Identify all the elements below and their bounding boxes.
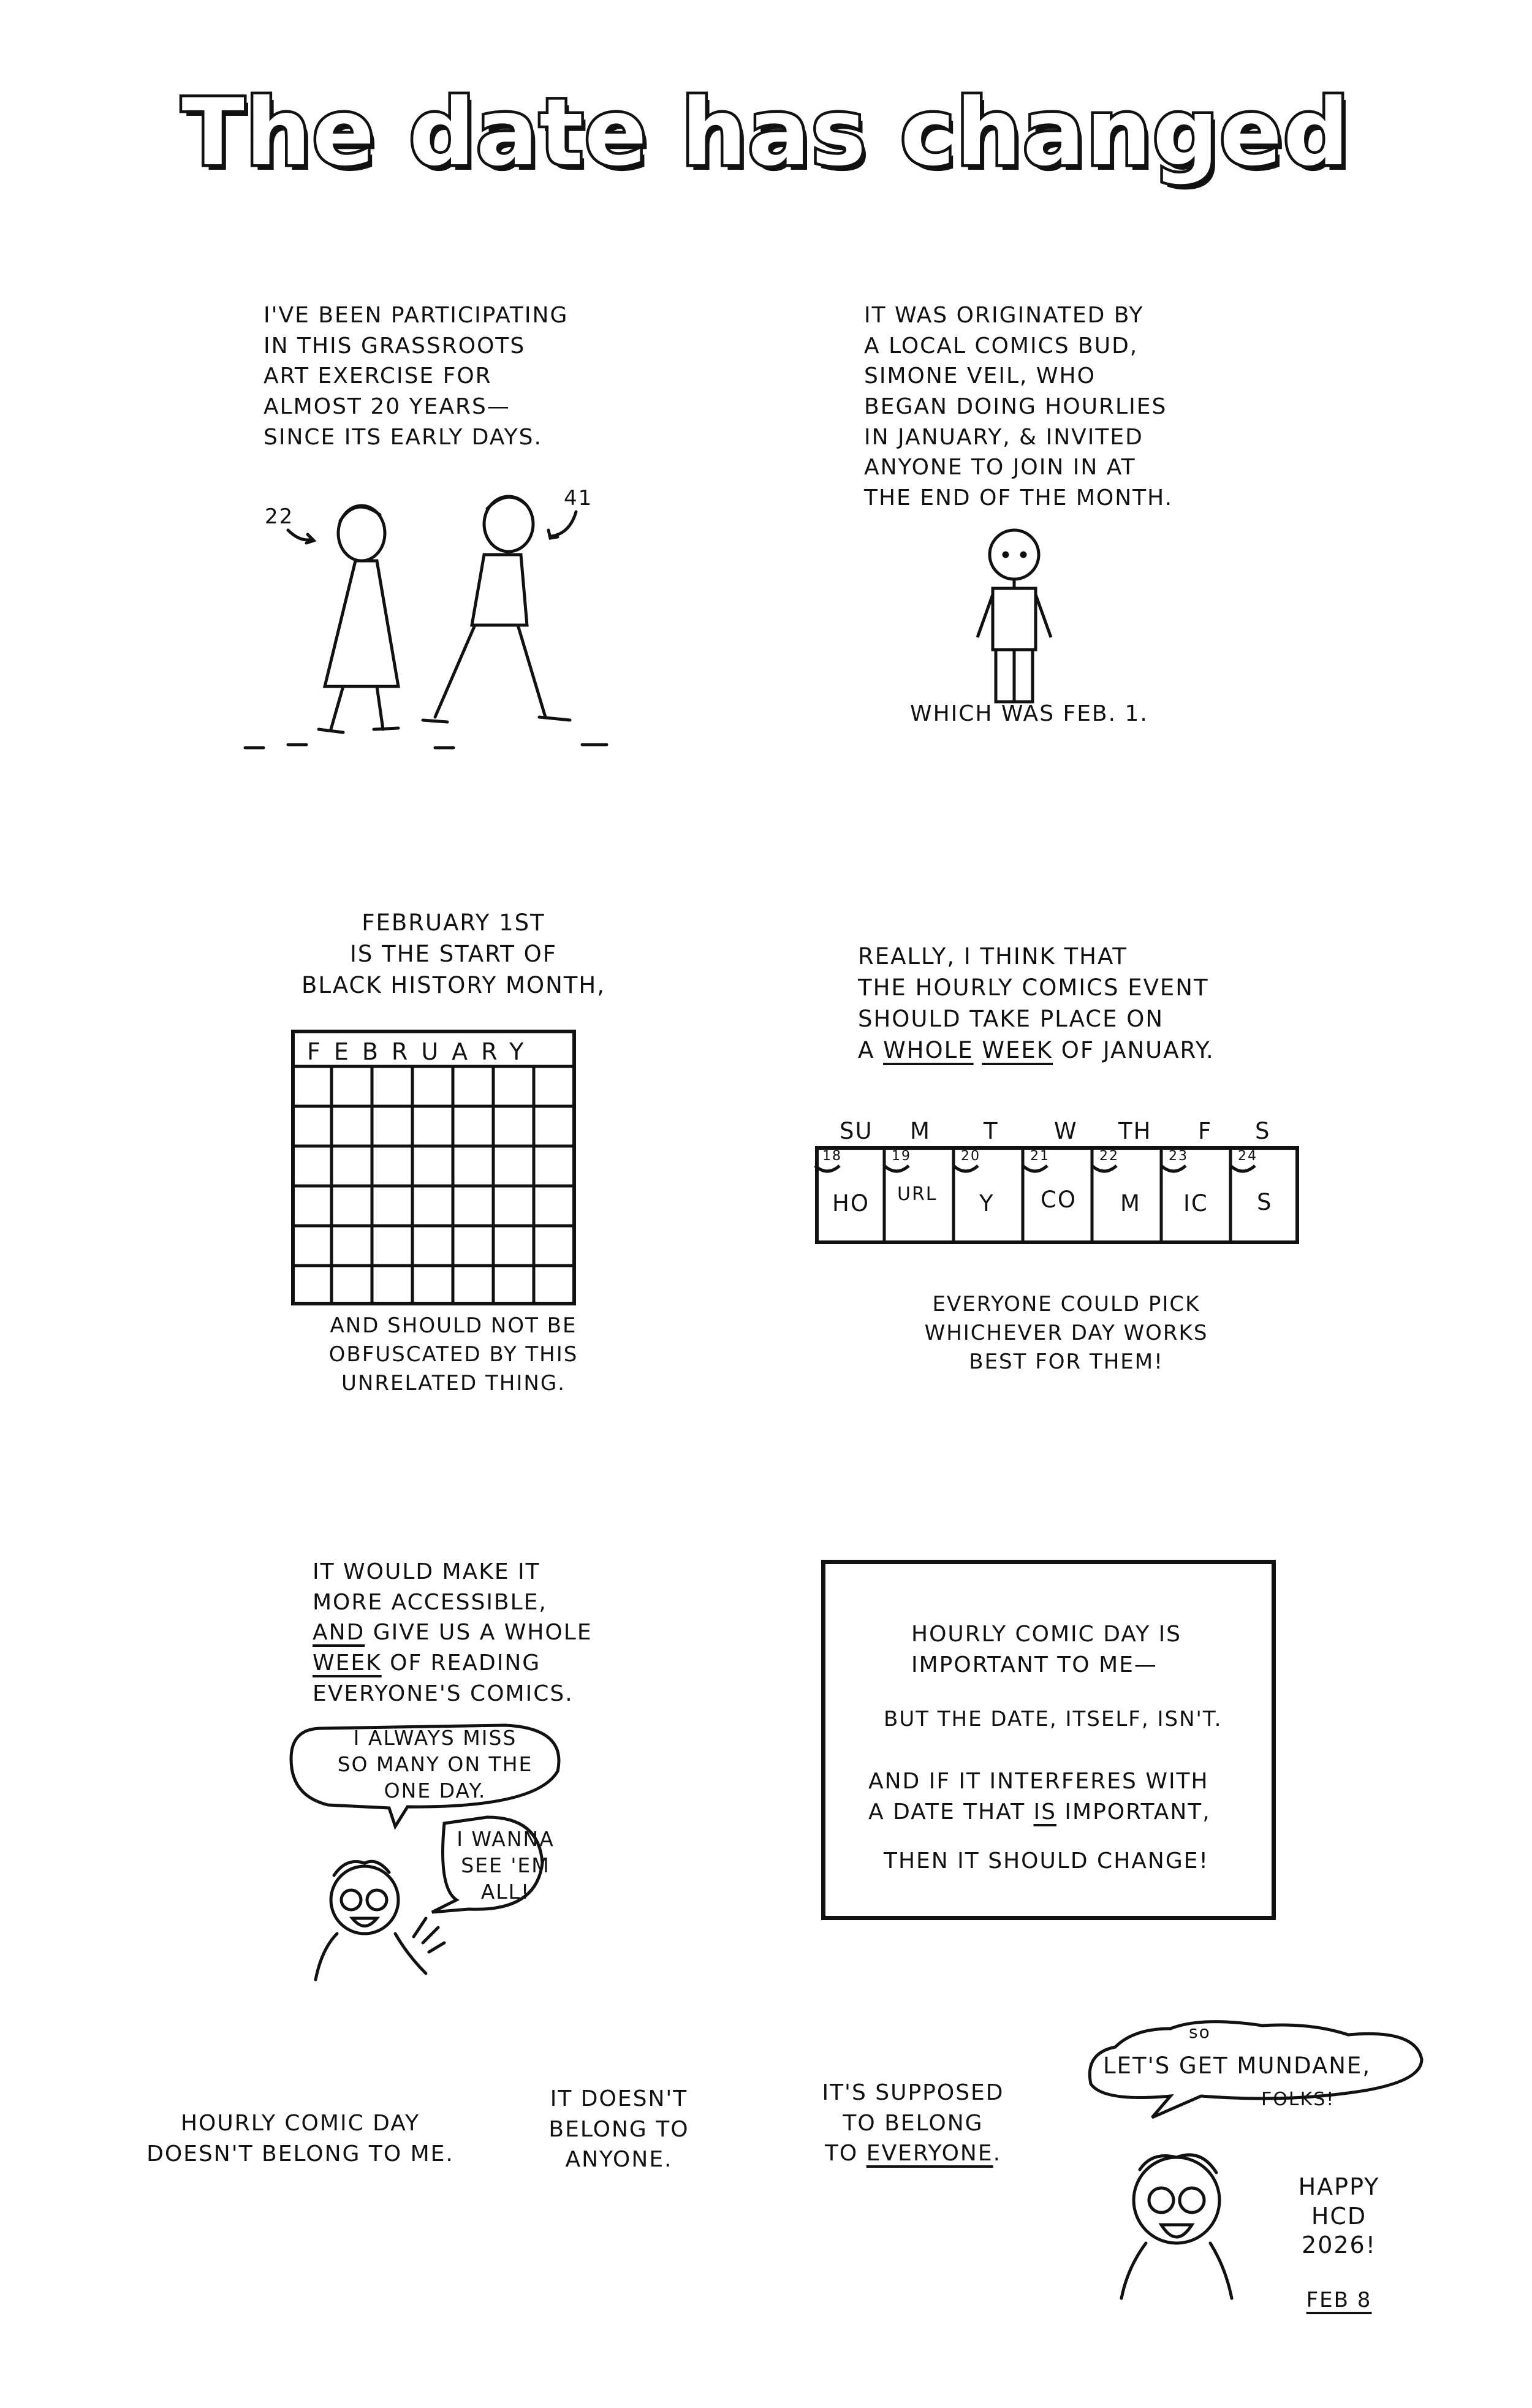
statement-line-3b: IMPORTANT, <box>1056 1799 1211 1825</box>
date-number: 22 <box>1099 1149 1119 1164</box>
calendar-grid <box>291 1030 576 1305</box>
panel5-text-b: GIVE US A WHOLE <box>373 1620 593 1646</box>
weekday-label: SU <box>840 1118 873 1144</box>
panel5-text-c: OF READING EVERYONE'S COMICS. <box>313 1650 574 1706</box>
speech-bubble-1: I ALWAYS MISS SO MANY ON THE ONE DAY. <box>337 1726 533 1802</box>
weekday-label: M <box>910 1118 931 1144</box>
panel4-text <box>858 941 1324 1066</box>
statement-line-1: HOURLY COMIC DAY IS IMPORTANT TO ME— <box>911 1622 1182 1677</box>
bottom-text-2: IT DOESN'T BELONG TO ANYONE. <box>548 2086 689 2173</box>
panel2-caption: WHICH WAS FEB. 1. <box>910 701 1148 726</box>
weekday-header-row <box>815 1115 1305 1146</box>
day-cell-letters: URL <box>897 1183 938 1205</box>
day-cell-letters: Y <box>979 1190 995 1217</box>
weekday-label: F <box>1198 1118 1213 1144</box>
bubble-folks-text: FOLKS! <box>1261 2089 1335 2110</box>
panel4-text-before: REALLY, I THINK THAT THE HOURLY COMICS EVENT SHOULD TAKE PLACE ON A <box>858 943 1209 1064</box>
panel4-caption: EVERYONE COULD PICK WHICHEVER DAY WORKS BEST FOR THEM! <box>924 1292 1208 1374</box>
weekday-label: S <box>1255 1118 1271 1144</box>
happy-hcd-signoff: HAPPY HCD 2026! <box>1298 2173 1380 2258</box>
bottom-text-1: HOURLY COMIC DAY DOESN'T BELONG TO ME. <box>146 2111 454 2167</box>
bottom-text-3 <box>772 2078 1054 2169</box>
speech-bubble-2: I WANNA SEE 'EM ALL! <box>457 1827 555 1904</box>
statement-line-4: THEN IT SHOULD CHANGE! <box>884 1848 1209 1874</box>
age-young-label: 22 <box>265 504 294 529</box>
age-old-label: 41 <box>564 486 593 511</box>
date-number: 20 <box>961 1149 980 1164</box>
panel4-underline-whole: WHOLE <box>883 1037 974 1064</box>
bubble-main-text: LET'S GET MUNDANE, <box>1103 2053 1371 2079</box>
simone-figure-illustration <box>965 527 1063 705</box>
bottom-text-3a: IT'S SUPPOSED TO BELONG TO <box>822 2080 1004 2167</box>
statement-underline-is: IS <box>1033 1799 1056 1825</box>
bubble-so-text: so <box>1189 2022 1211 2042</box>
date-number: 21 <box>1030 1149 1050 1164</box>
bottom-underline-everyone: EVERYONE <box>866 2141 993 2167</box>
day-cell-letters: S <box>1257 1189 1273 1215</box>
panel3-caption: AND SHOULD NOT BE OBFUSCATED BY THIS UNRELATED THING. <box>328 1313 578 1396</box>
day-cell-letters: CO <box>1041 1187 1077 1213</box>
statement-line-3 <box>868 1766 1211 1827</box>
panel5-underline-week: WEEK <box>313 1650 382 1676</box>
weekday-label: W <box>1054 1118 1078 1144</box>
panel1-text: I'VE BEEN PARTICIPATING IN THIS GRASSROOTS ART EXERCISE FOR ALMOST 20 YEARS— SINCE ITS EARLY DAYS. <box>264 303 569 450</box>
statement-box <box>821 1560 1276 1920</box>
date-number: 24 <box>1238 1149 1257 1164</box>
panel4-text-after: OF JANUARY. <box>1052 1037 1215 1064</box>
page-title: The date has changed <box>181 80 1351 186</box>
week-calendar-strip <box>815 1146 1299 1244</box>
statement-line-2: BUT THE DATE, ITSELF, ISN'T. <box>884 1707 1223 1731</box>
panel5-underline-and: AND <box>313 1620 365 1646</box>
date-number: 23 <box>1169 1149 1188 1164</box>
panel5-text-a: IT WOULD MAKE IT MORE ACCESSIBLE, <box>313 1559 547 1615</box>
weekday-label: T <box>984 1118 999 1144</box>
signoff-date: FEB 8 <box>1306 2288 1372 2312</box>
calendar-month-label: FEBRUARY <box>307 1038 537 1065</box>
date-number: 18 <box>822 1149 842 1164</box>
date-number: 19 <box>892 1149 911 1164</box>
weekday-label: TH <box>1118 1118 1152 1144</box>
walking-figures-illustration <box>239 484 668 760</box>
panel2-text: IT WAS ORIGINATED BY A LOCAL COMICS BUD, SIMONE VEIL, WHO BEGAN DOING HOURLIES IN JANUARY, & INVITED ANYONE TO JOIN IN AT THE END OF THE MONTH. <box>864 303 1174 511</box>
day-cell-letters: HO <box>832 1190 870 1217</box>
february-calendar <box>291 1030 576 1305</box>
panel4-underline-week: WEEK <box>982 1037 1053 1064</box>
bottom-text-3b: . <box>993 2141 1002 2167</box>
panel5-text <box>313 1557 680 1709</box>
day-cell-letters: IC <box>1183 1190 1208 1217</box>
statement-line-3a: AND IF IT INTERFERES WITH A DATE THAT <box>868 1769 1209 1825</box>
day-cell-letters: M <box>1120 1190 1141 1217</box>
panel3-text: FEBRUARY 1ST IS THE START OF BLACK HISTORY MONTH, <box>301 910 605 999</box>
